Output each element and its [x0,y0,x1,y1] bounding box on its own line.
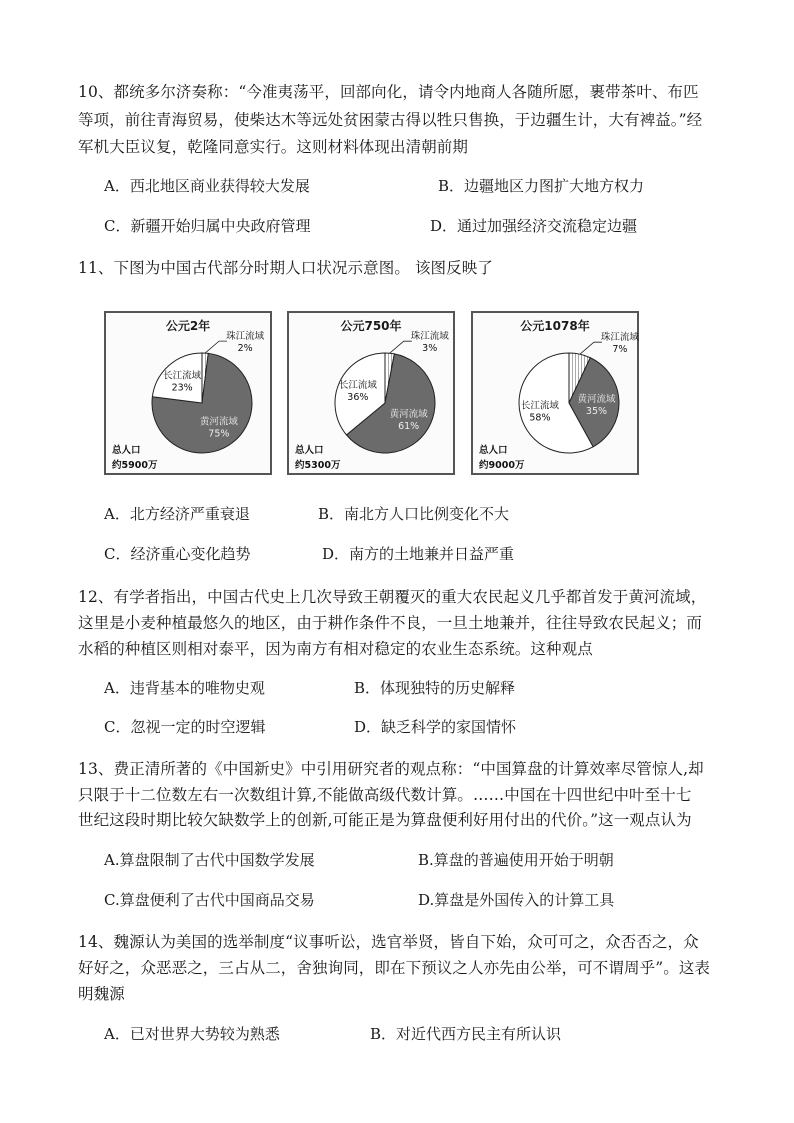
total-population-label: 总人口 [295,445,324,456]
pie-value-changjiang: 58% [529,412,551,424]
q13-option-a: A.算盘限制了古代中国数学发展 [104,851,315,869]
q11-option-b: B．南北方人口比例变化不大 [318,505,510,523]
q10-stem-line-1: 10、都统多尔济奏称：“今准夷荡平，回部向化，请令内地商人各随所愿，裹带茶叶、布匹 [78,83,699,101]
q12-stem-line-2: 这里是小麦种植最悠久的地区，由于耕作条件不良，一旦土地兼并，往往导致农民起义；而 [78,614,703,632]
q11-option-a: A．北方经济严重衰退 [104,505,250,523]
q10-option-d: D．通过加强经济交流稳定边疆 [430,217,638,235]
q10-stem-line-3: 军机大臣议复，乾隆同意实行。这则材料体现出清朝前期 [78,138,469,156]
total-population-label: 总人口 [112,445,141,456]
q10-option-c: C．新疆开始归属中央政府管理 [104,217,311,235]
leader-line [205,341,227,353]
q14-option-b: B．对近代西方民主有所认识 [370,1025,562,1043]
pie-value-huanghe: 75% [208,428,230,440]
q10-stem-line-2: 等项，前往青海贸易，使柴达木等远处贫困蒙古得以牲只售换，于边疆生计，大有裨益。”经 [78,111,703,129]
q12-option-d: D．缺乏科学的家国情怀 [354,718,517,736]
pie-label-huanghe: 黄河流域 [389,408,428,420]
pie-label-zhujiang: 珠江流域 [600,332,639,344]
pie-chart-year-2 [104,311,272,475]
pie-value-huanghe: 35% [585,406,608,418]
pie-svg [106,313,274,477]
q11-option-c: C．经济重心变化趋势 [104,545,251,563]
pie-chart-year-750 [287,311,455,475]
chart-title: 公元750年 [340,319,402,333]
chart-title: 公元2年 [165,319,211,333]
q13-stem-line-1: 13、费正清所著的《中国新史》中引用研究者的观点称：“中国算盘的计算效率尽管惊人,却 [78,760,704,778]
q13-stem-line-3: 世纪这段时期比较欠缺数学上的创新,可能正是为算盘便利好用付出的代价。”这一观点认为 [78,811,692,829]
q12-stem-line-3: 水稻的种植区则相对泰平，因为南方有相对稳定的农业生态系统。这种观点 [78,640,593,658]
pie-label-changjiang: 长江流域 [163,370,202,382]
q13-option-c: C.算盘便利了古代中国商品交易 [104,891,315,909]
q14-stem-line-3: 明魏源 [78,985,125,1003]
q10-option-a: A．西北地区商业获得较大发展 [104,177,310,195]
pie-value-changjiang: 23% [171,382,193,394]
chart-title: 公元1078年 [520,319,590,333]
pie-label-huanghe: 黄河流域 [577,394,616,406]
q12-option-a: A．违背基本的唯物史观 [104,679,265,697]
pie-label-changjiang: 长江流域 [338,380,377,392]
pie-chart-year-1078 [471,311,639,475]
leader-line [390,341,412,353]
pie-value-huanghe: 61% [398,420,420,432]
q14-stem-line-1: 14、魏源认为美国的选举制度“议事听讼，选官举贤，皆自下始，众可可之，众否否之，众 [78,933,699,951]
q11-option-d: D．南方的土地兼并日益严重 [322,545,515,563]
pie-label-changjiang: 长江流域 [520,400,559,412]
pie-value-zhujiang: 7% [612,344,628,356]
q11-stem-line-1: 11、下图为中国古代部分时期人口状况示意图。 该图反映了 [78,259,493,277]
q10-option-b: B．边疆地区力图扩大地方权力 [438,177,645,195]
q13-option-b: B.算盘的普遍使用开始于明朝 [418,851,614,869]
total-population-value: 约5300万 [295,460,341,471]
total-population-label: 总人口 [479,445,508,456]
pie-label-huanghe: 黄河流域 [199,416,238,428]
pie-label-zhujiang: 珠江流域 [410,331,449,343]
q12-stem-line-1: 12、有学者指出，中国古代史上几次导致王朝覆灭的重大农民起义几乎都首发于黄河流域， [78,588,707,606]
pie-svg [289,313,457,477]
q13-option-d: D.算盘是外国传入的计算工具 [418,891,615,909]
q12-option-c: C．忽视一定的时空逻辑 [104,718,266,736]
q14-stem-line-2: 好好之，众恶恶之，三占从二，舍独询同，即在下预议之人亦先由公举，可不谓周乎”。这表 [78,959,711,977]
q14-option-a: A．已对世界大势较为熟悉 [104,1025,280,1043]
total-population-value: 约9000万 [479,460,525,471]
leader-line [580,342,602,354]
pie-value-zhujiang: 2% [237,343,253,355]
total-population-value: 约5900万 [112,460,158,471]
pie-svg [473,313,641,477]
pie-value-zhujiang: 3% [422,343,438,355]
q13-stem-line-2: 只限于十二位数左右一次数组计算,不能做高级代数计算。……中国在十四世纪中叶至十七 [78,786,692,804]
q12-option-b: B．体现独特的历史解释 [354,679,516,697]
pie-value-changjiang: 36% [347,392,369,404]
pie-label-zhujiang: 珠江流域 [226,331,265,343]
